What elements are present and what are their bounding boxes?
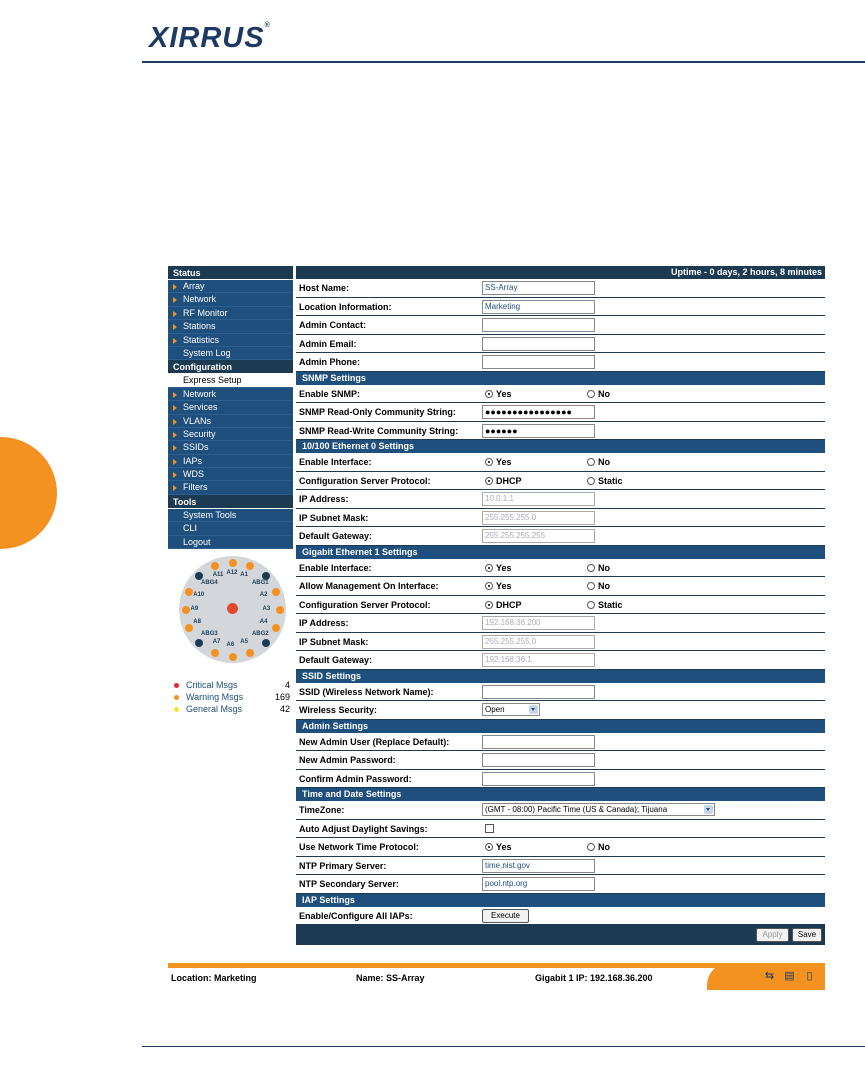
iap-a9[interactable] xyxy=(182,606,190,614)
sidebar-item-iaps[interactable] xyxy=(168,455,293,468)
chevron-down-icon xyxy=(529,705,538,714)
radio-empty-icon xyxy=(587,564,595,572)
gig1-mgmt-label: Allow Management On Interface: xyxy=(299,581,439,591)
status-bar xyxy=(168,968,825,990)
sidebar-item-label: SSIDs xyxy=(183,442,209,453)
admin-email-row xyxy=(296,335,825,354)
eth0-gw-label: Default Gateway: xyxy=(299,531,373,541)
sidebar-item-ssids[interactable] xyxy=(168,441,293,454)
header-rule xyxy=(142,61,865,63)
iap-a10[interactable] xyxy=(185,588,193,596)
expand-arrow-icon xyxy=(173,485,177,491)
wireless-security-select[interactable]: Open xyxy=(482,703,540,716)
host-name-label: Host Name: xyxy=(299,283,350,293)
dst-row xyxy=(296,820,825,839)
eth0-section-header: 10/100 Ethernet 0 Settings xyxy=(296,440,825,453)
sidebar-item-label: Security xyxy=(183,428,216,439)
timezone-row xyxy=(296,801,825,820)
message-count: 4 xyxy=(284,680,290,691)
dst-label: Auto Adjust Daylight Savings: xyxy=(299,823,428,834)
radio-selected-icon xyxy=(485,564,493,572)
sidebar-item-array[interactable] xyxy=(168,280,293,293)
admin-contact-row xyxy=(296,316,825,335)
gig1-ip-row xyxy=(296,614,825,633)
sidebar-item-label: Network xyxy=(183,388,217,399)
expand-arrow-icon xyxy=(173,392,177,398)
radio-selected-icon xyxy=(485,582,493,590)
iap-label: A3 xyxy=(262,605,271,612)
iap-a3[interactable] xyxy=(276,606,284,614)
iap-configure-label: Enable/Configure All IAPs: xyxy=(299,910,413,921)
message-count-row[interactable] xyxy=(168,691,293,703)
iap-label: A10 xyxy=(193,591,205,598)
iap-label: A6 xyxy=(226,641,235,648)
status-name: Name: SS-Array xyxy=(356,973,425,983)
admin-contact-input[interactable] xyxy=(482,318,595,332)
expand-arrow-icon xyxy=(173,419,177,425)
gig1-enable-row xyxy=(296,559,825,578)
radio-selected-icon xyxy=(485,477,493,485)
timezone-label: TimeZone: xyxy=(299,805,345,815)
ntp-secondary-label: NTP Secondary Server: xyxy=(299,879,399,889)
sidebar-item-network[interactable] xyxy=(168,293,293,306)
host-name-row xyxy=(296,279,825,298)
sidebar-item-label: RF Monitor xyxy=(183,307,228,318)
iap-a2[interactable] xyxy=(272,588,280,596)
ntp-no-radio[interactable]: No xyxy=(587,842,610,852)
ntp-yes-radio[interactable]: Yes xyxy=(485,842,512,852)
sidebar-item-services[interactable] xyxy=(168,401,293,414)
snmp-yes-radio[interactable]: Yes xyxy=(485,389,512,399)
sidebar-item-label: VLANs xyxy=(183,415,212,426)
admin-confirm-input[interactable] xyxy=(482,772,595,786)
message-count: 169 xyxy=(274,692,290,703)
radio-selected-icon xyxy=(485,458,493,466)
chapter-tab-marker xyxy=(0,437,57,549)
status-tools-tab xyxy=(707,963,825,990)
gig1-gw-input[interactable]: 192.168.36.1 xyxy=(482,653,595,667)
enable-snmp-row xyxy=(296,385,825,404)
ssid-name-input[interactable] xyxy=(482,685,595,699)
radio-empty-icon xyxy=(587,582,595,590)
chevron-down-icon xyxy=(704,805,713,814)
ssid-name-label: SSID (Wireless Network Name): xyxy=(299,686,434,697)
sidebar-item-statistics[interactable] xyxy=(168,334,293,347)
sidebar-item-express-setup[interactable] xyxy=(168,374,293,387)
message-count: 42 xyxy=(279,704,290,715)
sidebar-item-security[interactable] xyxy=(168,428,293,441)
gig1-enable-label: Enable Interface: xyxy=(299,562,372,573)
iap-label: ABG3 xyxy=(201,630,218,637)
admin-password-row xyxy=(296,751,825,770)
snmp-rw-row xyxy=(296,422,825,441)
iap-label: A4 xyxy=(259,619,268,626)
admin-user-input[interactable] xyxy=(482,735,595,749)
message-count-row[interactable] xyxy=(168,703,293,715)
status-dot-icon xyxy=(174,695,179,700)
swap-arrows-icon[interactable]: ⇆ xyxy=(764,970,775,982)
iap-a12[interactable] xyxy=(229,559,237,567)
gig1-ip-label: IP Address: xyxy=(299,618,349,628)
iap-abg3[interactable] xyxy=(195,639,203,647)
location-row xyxy=(296,298,825,317)
expand-arrow-icon xyxy=(173,324,177,330)
eth0-dhcp-radio[interactable]: DHCP xyxy=(485,476,522,486)
message-counts xyxy=(168,679,293,715)
status-gig-ip: Gigabit 1 IP: 192.168.36.200 xyxy=(535,973,653,983)
expand-arrow-icon xyxy=(173,472,177,478)
eth0-enable-no-radio[interactable]: No xyxy=(587,457,610,467)
gig1-mask-input[interactable]: 255.255.255.0 xyxy=(482,635,595,649)
gig1-dhcp-radio[interactable]: DHCP xyxy=(485,600,522,610)
eth0-enable-label: Enable Interface: xyxy=(299,457,372,467)
iap-label: A7 xyxy=(212,638,221,645)
ssid-section-header: SSID Settings xyxy=(296,670,825,683)
iap-abg2[interactable] xyxy=(262,639,270,647)
sidebar-item-label: Statistics xyxy=(183,334,220,345)
expand-arrow-icon xyxy=(173,405,177,411)
snmp-section-header: SNMP Settings xyxy=(296,372,825,385)
eth0-proto-label: Configuration Server Protocol: xyxy=(299,475,431,486)
iap-label: A2 xyxy=(259,591,268,598)
message-label: General Msgs xyxy=(186,704,243,715)
iap-label: A11 xyxy=(212,572,224,579)
status-dot-icon xyxy=(174,707,179,712)
xirrus-logo: XIRRUS® xyxy=(149,22,271,54)
timezone-select[interactable]: (GMT - 08:00) Pacific Time (US & Canada); Tijuana xyxy=(482,803,715,816)
eth0-gw-row xyxy=(296,527,825,546)
sidebar-item-label: System Log xyxy=(183,347,231,358)
status-location: Location: Marketing xyxy=(171,973,257,983)
sidebar-section-tools[interactable]: Tools xyxy=(168,495,293,509)
iap-label: A1 xyxy=(240,572,248,579)
eth0-mask-input[interactable]: 255.255.255.0 xyxy=(482,511,595,525)
eth0-ip-label: IP Address: xyxy=(299,494,349,504)
sidebar-item-label: Filters xyxy=(183,482,208,493)
admin-confirm-label: Confirm Admin Password: xyxy=(299,773,412,784)
sidebar-item-label: IAPs xyxy=(183,455,203,466)
location-label: Location Information: xyxy=(299,301,392,312)
iap-a6[interactable] xyxy=(229,653,237,661)
snmp-rw-label: SNMP Read-Write Community String: xyxy=(299,425,459,436)
ntp-label: Use Network Time Protocol: xyxy=(299,842,419,852)
admin-email-label: Admin Email: xyxy=(299,338,357,349)
eth0-ip-input[interactable]: 10.0.1.1 xyxy=(482,492,595,506)
eth0-mask-row xyxy=(296,509,825,528)
sidebar-item-label: Express Setup xyxy=(183,375,242,386)
admin-contact-label: Admin Contact: xyxy=(299,320,366,330)
admin-user-row xyxy=(296,733,825,752)
expand-arrow-icon xyxy=(173,459,177,465)
eth0-enable-row xyxy=(296,453,825,472)
admin-section-header: Admin Settings xyxy=(296,720,825,733)
enable-snmp-label: Enable SNMP: xyxy=(299,388,361,399)
expand-arrow-icon xyxy=(173,284,177,290)
sidebar-item-label: System Tools xyxy=(183,509,237,520)
eth0-static-radio[interactable]: Static xyxy=(587,476,623,486)
eth0-mask-label: IP Subnet Mask: xyxy=(299,512,369,523)
eth0-enable-yes-radio[interactable]: Yes xyxy=(485,457,512,467)
action-bar xyxy=(296,925,825,945)
radio-empty-icon xyxy=(587,477,595,485)
message-count-row[interactable] xyxy=(168,679,293,691)
array-diagram xyxy=(168,553,293,671)
admin-password-input[interactable] xyxy=(482,753,595,767)
execute-button[interactable]: Execute xyxy=(482,909,529,923)
radio-empty-icon xyxy=(587,601,595,609)
gig1-proto-row xyxy=(296,596,825,615)
iap-a11[interactable] xyxy=(211,562,219,570)
iap-label: ABG2 xyxy=(251,630,269,637)
iap-section-header: IAP Settings xyxy=(296,894,825,907)
sidebar-item-label: Services xyxy=(183,402,218,413)
sidebar-item-label: Network xyxy=(183,294,217,305)
gig1-mask-label: IP Subnet Mask: xyxy=(299,636,369,647)
host-name-input[interactable]: SS-Array xyxy=(482,281,595,295)
radio-empty-icon xyxy=(587,390,595,398)
snmp-no-radio[interactable]: No xyxy=(587,389,610,399)
radio-selected-icon xyxy=(485,390,493,398)
iap-a8[interactable] xyxy=(185,624,193,632)
iap-label: A5 xyxy=(240,638,248,645)
expand-arrow-icon xyxy=(173,338,177,344)
sidebar-item-label: WDS xyxy=(183,469,204,480)
footer-rule xyxy=(142,1046,865,1047)
location-input[interactable]: Marketing xyxy=(482,300,595,314)
ntp-secondary-input[interactable]: pool.ntp.org xyxy=(482,877,595,891)
status-dot-icon xyxy=(174,683,179,688)
iap-label: ABG1 xyxy=(251,580,269,587)
gig1-gw-row xyxy=(296,651,825,670)
admin-password-label: New Admin Password: xyxy=(299,755,396,765)
admin-email-input[interactable] xyxy=(482,337,595,351)
gig1-enable-yes-radio[interactable]: Yes xyxy=(485,563,512,573)
sidebar-section-status[interactable]: Status xyxy=(168,266,293,280)
admin-phone-label: Admin Phone: xyxy=(299,357,360,367)
radio-selected-icon xyxy=(485,601,493,609)
ntp-primary-label: NTP Primary Server: xyxy=(299,860,387,871)
ssid-name-row xyxy=(296,683,825,702)
radio-selected-icon xyxy=(485,843,493,851)
gig1-mask-row xyxy=(296,633,825,652)
gig1-section-header: Gigabit Ethernet 1 Settings xyxy=(296,546,825,559)
gig1-proto-label: Configuration Server Protocol: xyxy=(299,599,431,610)
sidebar-item-logout[interactable] xyxy=(168,536,293,549)
ntp-primary-input[interactable]: time.nist.gov xyxy=(482,859,595,873)
iap-a4[interactable] xyxy=(272,624,280,632)
sidebar-item-system-log[interactable] xyxy=(168,347,293,360)
snmp-ro-input[interactable]: ●●●●●●●●●●●●●●●● xyxy=(482,405,595,419)
ntp-primary-row xyxy=(296,857,825,876)
message-label: Warning Msgs xyxy=(186,692,244,703)
array-hub xyxy=(227,603,238,614)
sidebar-item-stations[interactable] xyxy=(168,320,293,333)
sidebar-item-system-tools[interactable] xyxy=(168,509,293,522)
iap-label: ABG4 xyxy=(201,580,218,587)
sidebar-item-vlans[interactable] xyxy=(168,415,293,428)
iap-label: A9 xyxy=(190,605,199,612)
gig1-static-radio[interactable]: Static xyxy=(587,600,623,610)
sidebar-item-label: Logout xyxy=(183,536,211,547)
time-section-header: Time and Date Settings xyxy=(296,788,825,801)
ntp-row xyxy=(296,838,825,857)
sidebar-item-label: Array xyxy=(183,281,205,291)
sidebar-item-rf-monitor[interactable] xyxy=(168,307,293,320)
iap-a7[interactable] xyxy=(211,649,219,657)
wireless-security-row xyxy=(296,701,825,720)
radio-empty-icon xyxy=(587,458,595,466)
eth0-proto-row xyxy=(296,472,825,491)
ntp-secondary-row xyxy=(296,875,825,894)
help-icon[interactable]: ▯ xyxy=(806,970,813,982)
save-button[interactable]: Save xyxy=(792,928,822,942)
admin-confirm-row xyxy=(296,770,825,789)
web-manager-window xyxy=(168,266,825,990)
sidebar xyxy=(168,266,293,961)
sidebar-item-wds[interactable] xyxy=(168,468,293,481)
snmp-ro-label: SNMP Read-Only Community String: xyxy=(299,407,456,417)
uptime-bar: Uptime - 0 days, 2 hours, 8 minutes xyxy=(296,266,825,279)
expand-arrow-icon xyxy=(173,432,177,438)
iap-label: A12 xyxy=(226,569,238,576)
sidebar-item-cli[interactable] xyxy=(168,522,293,535)
message-label: Critical Msgs xyxy=(186,680,238,691)
gig1-mgmt-yes-radio[interactable]: Yes xyxy=(485,581,512,591)
gig1-ip-input[interactable]: 192.168.36.200 xyxy=(482,616,595,630)
gig1-mgmt-row xyxy=(296,577,825,596)
sidebar-item-network[interactable] xyxy=(168,388,293,401)
sidebar-item-filters[interactable] xyxy=(168,481,293,494)
admin-user-label: New Admin User (Replace Default): xyxy=(299,736,450,747)
express-setup-panel xyxy=(296,266,825,961)
snmp-ro-row xyxy=(296,403,825,422)
eth0-gw-input[interactable]: 255.255.255.255 xyxy=(482,529,595,543)
expand-arrow-icon xyxy=(173,445,177,451)
print-icon[interactable]: ▤ xyxy=(784,970,795,982)
iap-configure-row xyxy=(296,907,825,926)
dst-checkbox[interactable] xyxy=(485,824,494,833)
iap-label: A8 xyxy=(193,619,201,626)
sidebar-item-label: Stations xyxy=(183,321,216,332)
sidebar-item-label: CLI xyxy=(183,523,198,534)
expand-arrow-icon xyxy=(173,297,177,303)
expand-arrow-icon xyxy=(173,311,177,317)
wireless-security-label: Wireless Security: xyxy=(299,705,377,715)
gig1-mgmt-no-radio[interactable]: No xyxy=(587,581,610,591)
radio-empty-icon xyxy=(587,843,595,851)
eth0-ip-row xyxy=(296,490,825,509)
gig1-gw-label: Default Gateway: xyxy=(299,655,373,665)
snmp-rw-input[interactable]: ●●●●●● xyxy=(482,424,595,438)
apply-button[interactable]: Apply xyxy=(756,928,789,942)
admin-phone-input[interactable] xyxy=(482,355,595,369)
gig1-enable-no-radio[interactable]: No xyxy=(587,563,610,573)
admin-phone-row xyxy=(296,353,825,372)
sidebar-section-configuration[interactable]: Configuration xyxy=(168,360,293,374)
